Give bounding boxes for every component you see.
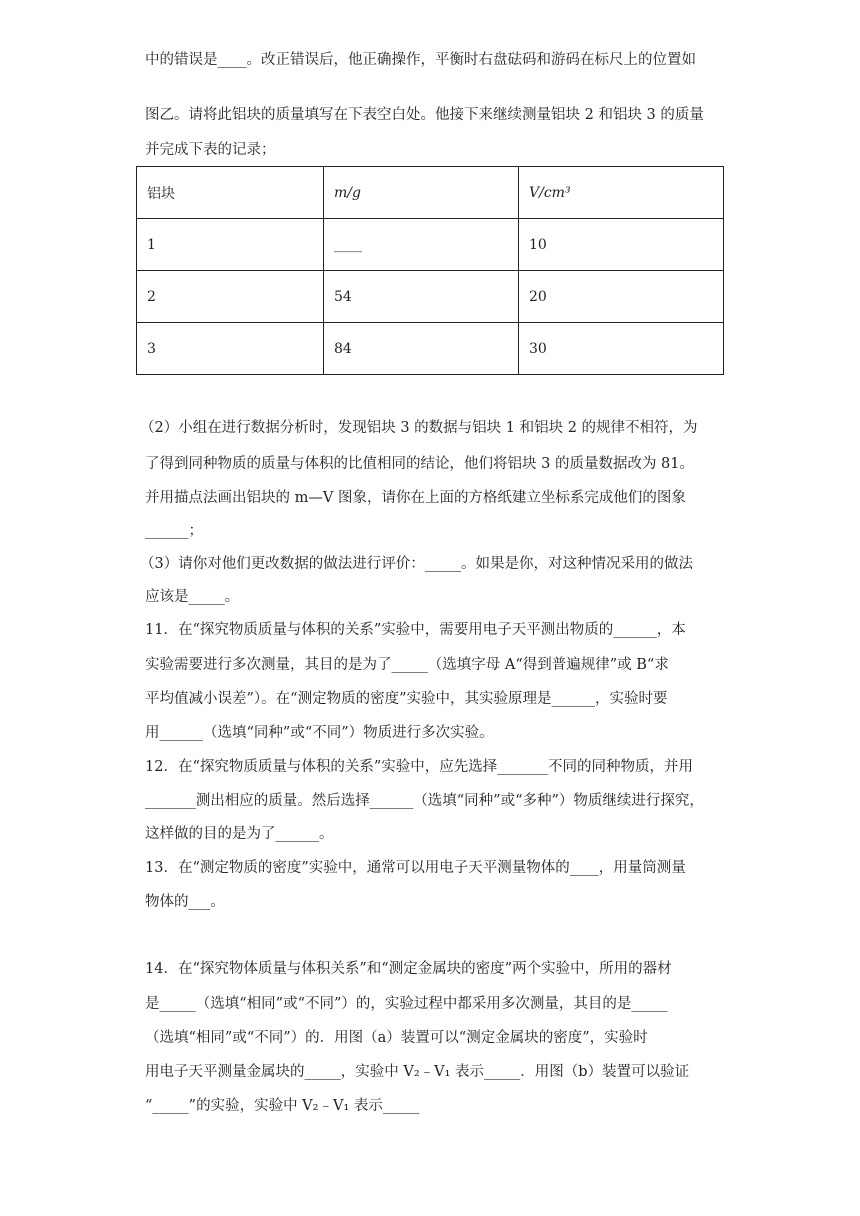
table-cell-blank: ____ <box>324 219 519 271</box>
q10-part3-line-2: 应该是_____。 <box>145 589 240 605</box>
q11-line-1: 11．在“探究物质质量与体积的关系”实验中，需要用电子天平测出物质的______，本 <box>145 622 686 638</box>
table-cell: 84 <box>324 323 519 375</box>
table-cell: 10 <box>519 219 724 271</box>
table-header-cell: 铝块 <box>137 167 324 219</box>
q11-line-2: 实验需要进行多次测量，其目的是为了_____（选填字母 A“得到普遍规律”或 B“求 <box>145 657 669 673</box>
table-cell: 54 <box>324 271 519 323</box>
q14-line-1: 14．在“探究物体质量与体积关系”和“测定金属块的密度”两个实验中，所用的器材 <box>145 961 672 977</box>
table-cell: 30 <box>519 323 724 375</box>
table-cell: 3 <box>137 323 324 375</box>
q13-line-1: 13．在“测定物质的密度”实验中，通常可以用电子天平测量物体的____，用量筒测量 <box>145 860 686 876</box>
intro-line-2: 图乙。请将此铝块的质量填写在下表空白处。他接下来继续测量铝块 2 和铝块 3 的质量 <box>145 107 704 123</box>
q14-line-3: （选填“相同”或“不同”）的．用图（a）装置可以“测定金属块的密度”，实验时 <box>145 1030 648 1046</box>
q10-part2-line-4: ______； <box>145 523 203 539</box>
q14-line-2: 是_____（选填“相同”或“不同”）的，实验过程中都采用多次测量，其目的是_____ <box>145 996 668 1012</box>
table-row <box>137 219 724 271</box>
table-header-cell: V/cm³ <box>519 167 724 219</box>
table-cell: 1 <box>137 219 324 271</box>
q12-line-1: 12．在“探究物质质量与体积的关系”实验中，应先选择_______不同的同种物质，并用 <box>145 759 694 775</box>
table-cell: 2 <box>137 271 324 323</box>
table-header-cell: m/g <box>324 167 519 219</box>
intro-line-3: 并完成下表的记录； <box>145 142 276 158</box>
q14-line-4: 用电子天平测量金属块的_____，实验中 V₂﹣V₁ 表示_____．用图（b）装置可以验证 <box>145 1064 690 1080</box>
q10-part2-line-2: 了得到同种物质的质量与体积的比值相同的结论，他们将铝块 3 的质量数据改为 81。 <box>145 456 695 472</box>
table-cell: 20 <box>519 271 724 323</box>
q10-part2-line-1: （2）小组在进行数据分析时，发现铝块 3 的数据与铝块 1 和铝块 2 的规律不相符，为 <box>140 420 698 436</box>
q10-part2-line-3: 并用描点法画出铝块的 m—V 图象，请你在上面的方格纸建立坐标系完成他们的图象 <box>145 490 686 506</box>
q13-line-2: 物体的___。 <box>145 894 225 910</box>
aluminum-data-table <box>136 166 724 375</box>
q10-part3-line-1: （3）请你对他们更改数据的做法进行评价：_____。如果是你，对这种情况采用的做法 <box>140 556 693 572</box>
table-header-row <box>137 167 724 219</box>
table-row <box>137 271 724 323</box>
q11-line-4: 用______（选填“同种”或“不同”）物质进行多次实验。 <box>145 725 494 741</box>
q12-line-2: _______测出相应的质量。然后选择______（选填“同种”或“多种”）物质继续进行探究， <box>145 793 704 809</box>
q14-line-5: “_____”的实验，实验中 V₂﹣V₁ 表示_____ <box>145 1098 420 1114</box>
table-row <box>137 323 724 375</box>
q12-line-3: 这样做的目的是为了______。 <box>145 826 334 842</box>
q11-line-3: 平均值减小误差”）。在“测定物质的密度”实验中，其实验原理是______，实验时要 <box>145 691 668 707</box>
intro-line-1: 中的错误是____。改正错误后，他正确操作，平衡时右盘砝码和游码在标尺上的位置如 <box>145 52 696 68</box>
